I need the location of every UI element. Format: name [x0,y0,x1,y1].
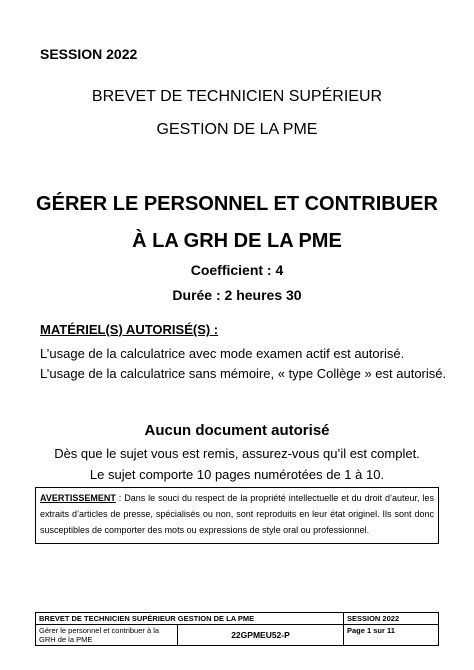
instruction-line-1: Dès que le sujet vous est remis, assurez-vous qu’il est complet. [54,446,420,461]
session-label: SESSION 2022 [40,46,138,62]
footer-page: Page 1 sur 11 [344,625,439,646]
footer-code: 22GPMEU52-P [178,625,344,646]
warning-label: AVERTISSEMENT [40,493,116,503]
warning-text: : Dans le souci du respect de la propriété intellectuelle et du droit d’auteur, les extraits d’articles de presse, spécialisés ou non, sont reproduits en leur état originel. Ils sont donc susceptibles de comporter des mots ou expressions de style oral ou professionnel. [40,493,434,535]
footer-subject: Gérer le personnel et contribuer à la GRH de la PME [36,625,178,646]
duration: Durée : 2 heures 30 [172,287,302,303]
footer-row-1 [36,613,439,625]
footer-diploma: BREVET DE TECHNICIEN SUPÉRIEUR GESTION DE LA PME [36,613,344,625]
footer-table [35,612,439,646]
coefficient: Coefficient : 4 [190,262,284,278]
exam-title-line2: À LA GRH DE LA PME [132,230,342,252]
instruction-line-2: Le sujet comporte 10 pages numérotées de 1 à 10. [89,467,385,482]
no-documents-notice: Aucun document autorisé [144,422,330,439]
exam-title-line1: GÉRER LE PERSONNEL ET CONTRIBUER [36,193,438,215]
specialty-title: GESTION DE LA PME [156,121,318,138]
diploma-title: BREVET DE TECHNICIEN SUPÉRIEUR [91,88,383,105]
warning-box [35,487,439,544]
footer-session: SESSION 2022 [344,613,439,625]
materials-heading: MATÉRIEL(S) AUTORISÉ(S) : [40,322,219,337]
materials-line-2: L’usage de la calculatrice sans mémoire, « type Collège » est autorisé. [40,366,447,381]
materials-line-1: L’usage de la calculatrice avec mode examen actif est autorisé. [40,346,405,361]
footer-row-2 [36,625,439,646]
